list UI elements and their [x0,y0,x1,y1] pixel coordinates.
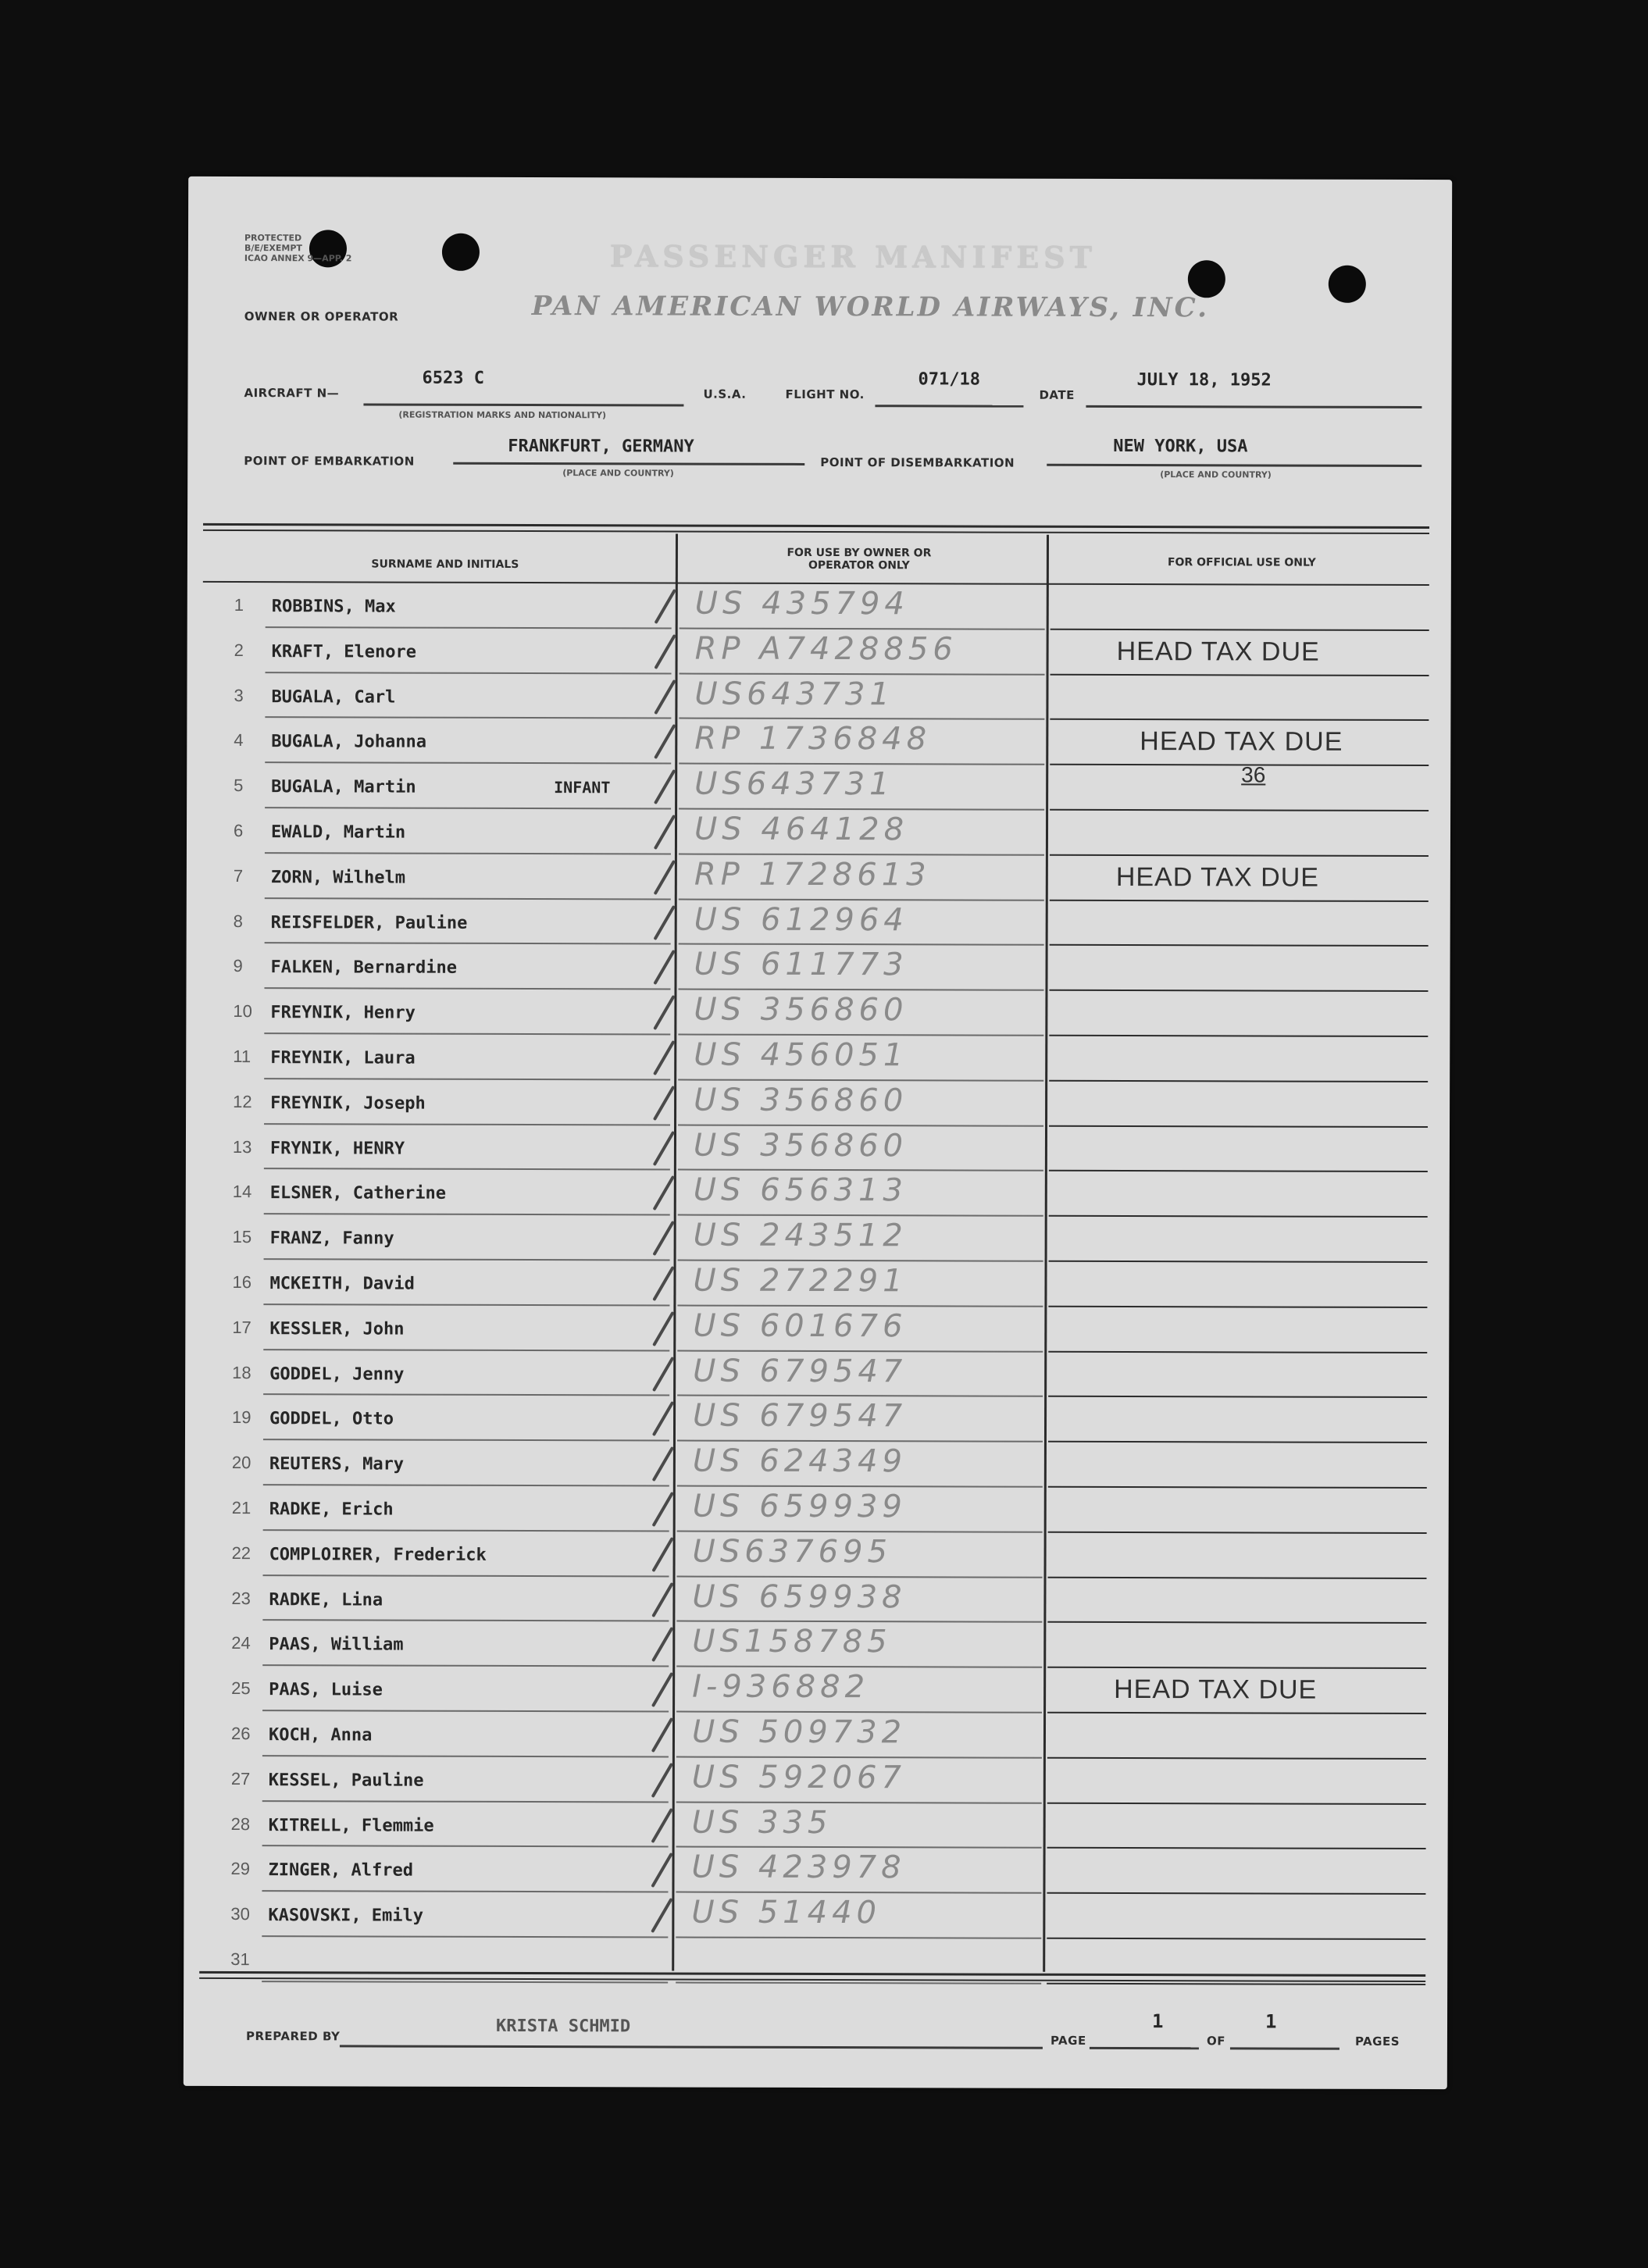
table-row [185,1485,1449,1534]
embarkation-line [453,462,804,465]
passenger-name: FREYNIK, Joseph [270,1093,426,1114]
row-number: 18 [232,1362,251,1382]
check-mark [654,589,676,624]
passport-number: US 509732 [691,1713,907,1751]
table-row [184,1575,1448,1624]
check-mark [652,1266,675,1301]
check-mark [652,1401,675,1436]
passport-number: US643731 [694,765,894,803]
aircraft-line [363,403,683,406]
table-row [184,1846,1447,1895]
owner-use-column-header: FOR USE BY OWNER OR OPERATOR ONLY [787,546,932,572]
check-mark [651,1898,673,1933]
corner-note-1: PROTECTED [244,233,302,244]
table-row [187,628,1451,676]
check-mark [651,1717,674,1753]
table-row [186,989,1450,1037]
row-number: 26 [230,1724,251,1744]
check-mark [654,724,676,759]
passport-number: RP 1736848 [694,720,932,758]
check-mark [654,815,676,850]
row-rule [1047,1983,1425,1985]
punch-hole [1329,266,1366,303]
flight-label: FLIGHT NO. [785,387,865,402]
check-mark [653,950,676,985]
passenger-name: REISFELDER, Pauline [270,912,468,933]
passenger-name: BUGALA, Johanna [271,732,427,753]
passport-number: US637695 [692,1533,893,1571]
table-row [187,898,1450,947]
table-row [185,1305,1449,1353]
passenger-name: GODDEL, Otto [269,1409,394,1429]
passenger-name: FRYNIK, HENRY [269,1138,405,1159]
passenger-name: FREYNIK, Laura [270,1048,416,1068]
manifest-title: PASSENGER MANIFEST [609,238,1097,275]
passport-number: US 51440 [691,1894,882,1931]
embarkation-label: POINT OF EMBARKATION [244,454,415,469]
row-number: 30 [230,1904,250,1924]
check-mark [651,1853,673,1888]
row-number: 21 [231,1498,251,1518]
table-row [186,943,1450,992]
table-row [185,1531,1449,1579]
row-number: 15 [232,1227,252,1247]
passenger-name: FREYNIK, Henry [270,1003,416,1023]
passport-number: US 423978 [691,1849,906,1886]
row-number: 22 [231,1542,251,1563]
passport-number: US 611773 [694,946,908,983]
check-mark [651,1537,674,1572]
row-number: 5 [234,776,244,796]
punch-hole [442,234,480,271]
check-mark [651,1807,673,1842]
passport-number: RP A7428856 [694,630,958,668]
table-row [187,718,1450,766]
check-mark [653,995,676,1030]
passenger-name: MCKEITH, David [269,1274,415,1294]
row-number: 10 [233,1001,252,1022]
row-number: 6 [233,821,244,841]
passport-number: US 624349 [692,1442,908,1480]
row-number: 7 [233,865,244,886]
passport-number: US 456051 [694,1036,908,1074]
passenger-name: FRANZ, Fanny [269,1228,394,1249]
of-line [1230,2047,1339,2049]
row-number: 23 [231,1588,251,1608]
passenger-name: KRAFT, Elenore [271,641,417,662]
official-remark: HEAD TAX DUE [1114,1674,1318,1705]
passport-number: US 464128 [694,811,909,848]
passenger-name: KITRELL, Flemmie [268,1815,434,1836]
row-number: 31 [230,1949,250,1970]
row-number: 4 [234,730,244,751]
check-mark [654,679,676,714]
page-line [1090,2047,1199,2049]
table-row [186,1079,1450,1128]
date-line [1086,405,1421,408]
check-mark [653,1086,676,1121]
country-label: U.S.A. [703,387,747,401]
table-row [187,854,1450,902]
table-row [187,583,1451,631]
row-number: 28 [230,1813,251,1834]
row-number: 29 [230,1859,251,1879]
row-rule [262,1981,668,1983]
passport-number: US 435794 [694,585,909,622]
passenger-name: ZINGER, Alfred [268,1860,413,1881]
place-note-2: (PLACE AND COUNTRY) [1160,469,1272,480]
aircraft-value: 6523 C [422,368,485,388]
row-number: 24 [231,1633,251,1653]
row-number: 3 [234,685,244,705]
passenger-name: RADKE, Lina [269,1589,383,1610]
of-label: OF [1206,2034,1225,2049]
check-mark [651,1582,674,1617]
passport-number: US 679547 [692,1397,908,1435]
passport-number: US 656313 [693,1171,908,1209]
passenger-name: GODDEL, Jenny [269,1364,405,1385]
check-mark [653,904,676,940]
passenger-name: ELSNER, Catherine [269,1183,446,1204]
passport-number: I-936882 [692,1668,870,1706]
table-row [185,1440,1449,1489]
flight-value: 071/18 [918,369,981,390]
passport-number: US 601676 [693,1307,908,1345]
passenger-name: PAAS, Luise [269,1680,383,1700]
passport-number: US 335 [691,1804,833,1841]
corner-note-3: ICAO ANNEX 9—APP. 2 [244,253,352,264]
passenger-name: BUGALA, Carl [271,686,396,708]
owner-label: OWNER OR OPERATOR [244,309,399,324]
aircraft-label: AIRCRAFT N— [244,386,340,401]
passenger-name: REUTERS, Mary [269,1454,405,1475]
disembarkation-label: POINT OF DISEMBARKATION [820,455,1015,470]
passenger-name: KESSEL, Pauline [268,1770,424,1791]
table-top-rule-2 [203,530,1429,534]
passenger-name: ZORN, Wilhelm [270,867,406,888]
row-number: 12 [233,1091,252,1111]
row-number: 25 [231,1678,251,1699]
registration-note: (REGISTRATION MARKS AND NATIONALITY) [398,409,607,421]
flight-line [875,405,1023,407]
check-mark [652,1446,675,1482]
check-mark [652,1356,675,1391]
check-mark [651,1627,674,1662]
check-mark [654,634,676,669]
table-row [186,1124,1450,1172]
passenger-name: BUGALA, Martin [271,777,416,797]
passenger-name: FALKEN, Bernardine [270,957,458,979]
passenger-name: EWALD, Martin [270,822,406,843]
disembarkation-value: NEW YORK, USA [1113,436,1248,457]
table-row [184,1711,1448,1760]
passenger-name: RADKE, Erich [269,1500,394,1520]
date-label: DATE [1039,387,1075,402]
official-remark: HEAD TAX DUE [1140,726,1343,758]
passport-number: US 612964 [694,901,908,938]
table-row [184,1666,1448,1714]
disembarkation-line [1047,464,1421,467]
passport-number: US 659939 [692,1488,907,1525]
passport-number: US 272291 [693,1262,908,1300]
table-row [184,1892,1447,1940]
table-row [184,1756,1448,1805]
row-number: 11 [233,1047,251,1067]
check-mark [651,1672,674,1707]
table-row [187,808,1450,857]
table-row [184,1801,1448,1849]
total-pages-value: 1 [1265,2010,1277,2033]
table-row [187,763,1450,811]
page-label: PAGE [1050,2033,1086,2048]
row-number: 17 [232,1317,251,1337]
table-row [186,1169,1450,1218]
row-rule [676,1981,1041,1984]
passport-number: US 679547 [693,1353,908,1389]
row-number: 14 [232,1182,252,1202]
row-number: 13 [232,1136,252,1157]
check-mark [651,1492,674,1527]
prepared-line [340,2045,1043,2049]
prepared-by-value: KRISTA SCHMID [495,2016,631,2037]
table-row [185,1395,1449,1443]
check-mark [653,1040,676,1075]
passport-number: US 243512 [693,1217,908,1254]
official-remark: HEAD TAX DUE [1115,861,1320,893]
check-mark [651,1763,674,1798]
passport-number: US 592067 [691,1759,906,1796]
row-number: 8 [233,911,243,931]
row-number: 19 [232,1407,251,1428]
table-row [185,1260,1449,1308]
row-number: 20 [231,1453,251,1473]
corner-note-2: B/E/EXEMPT [244,243,302,254]
check-mark [653,1175,676,1211]
row-number: 1 [234,595,244,615]
pages-label: PAGES [1354,2034,1400,2049]
passport-number: US 356860 [693,1127,908,1164]
row-number: 9 [233,956,243,976]
passport-number: US 659938 [692,1578,907,1615]
surname-column-header: SURNAME AND INITIALS [371,558,519,571]
passenger-name: KOCH, Anna [268,1725,373,1746]
check-mark [652,1311,675,1346]
tax-amount: 36 [1241,762,1266,787]
passenger-name: COMPLOIRER, Frederick [269,1544,487,1565]
embarkation-value: FRANKFURT, GERMANY [508,436,694,457]
check-mark [654,769,676,804]
date-value: JULY 18, 1952 [1136,370,1272,390]
manifest-sheet [184,177,1452,2089]
passport-number: US643731 [694,676,894,712]
passport-number: US 356860 [694,1082,908,1119]
official-use-column-header: FOR OFFICIAL USE ONLY [1167,556,1316,569]
official-remark: HEAD TAX DUE [1116,636,1320,667]
row-number: 27 [230,1768,251,1788]
prepared-label: PREPARED BY [245,2029,341,2044]
passenger-note: INFANT [554,778,611,797]
row-number: 2 [234,640,244,660]
check-mark [652,1221,675,1256]
table-row [185,1350,1449,1398]
row-number: 16 [232,1272,252,1293]
place-note-1: (PLACE AND COUNTRY) [562,468,674,479]
table-row [186,1214,1450,1263]
passenger-name: ROBBINS, Max [271,597,396,617]
table-row [186,1034,1450,1082]
passport-number: US158785 [692,1623,892,1660]
airline-name: PAN AMERICAN WORLD AIRWAYS, INC. [531,291,1210,324]
check-mark [654,860,676,895]
table-row [187,672,1450,721]
passenger-name: PAAS, William [269,1635,404,1656]
table-row [184,1621,1448,1669]
page-value: 1 [1151,2010,1164,2033]
passport-number: RP 1728613 [694,856,931,893]
passenger-name: KESSLER, John [269,1318,405,1339]
passport-number: US 356860 [694,991,908,1029]
passenger-name: KASOVSKI, Emily [268,1906,424,1926]
table-top-rule [203,523,1429,529]
check-mark [653,1130,676,1165]
